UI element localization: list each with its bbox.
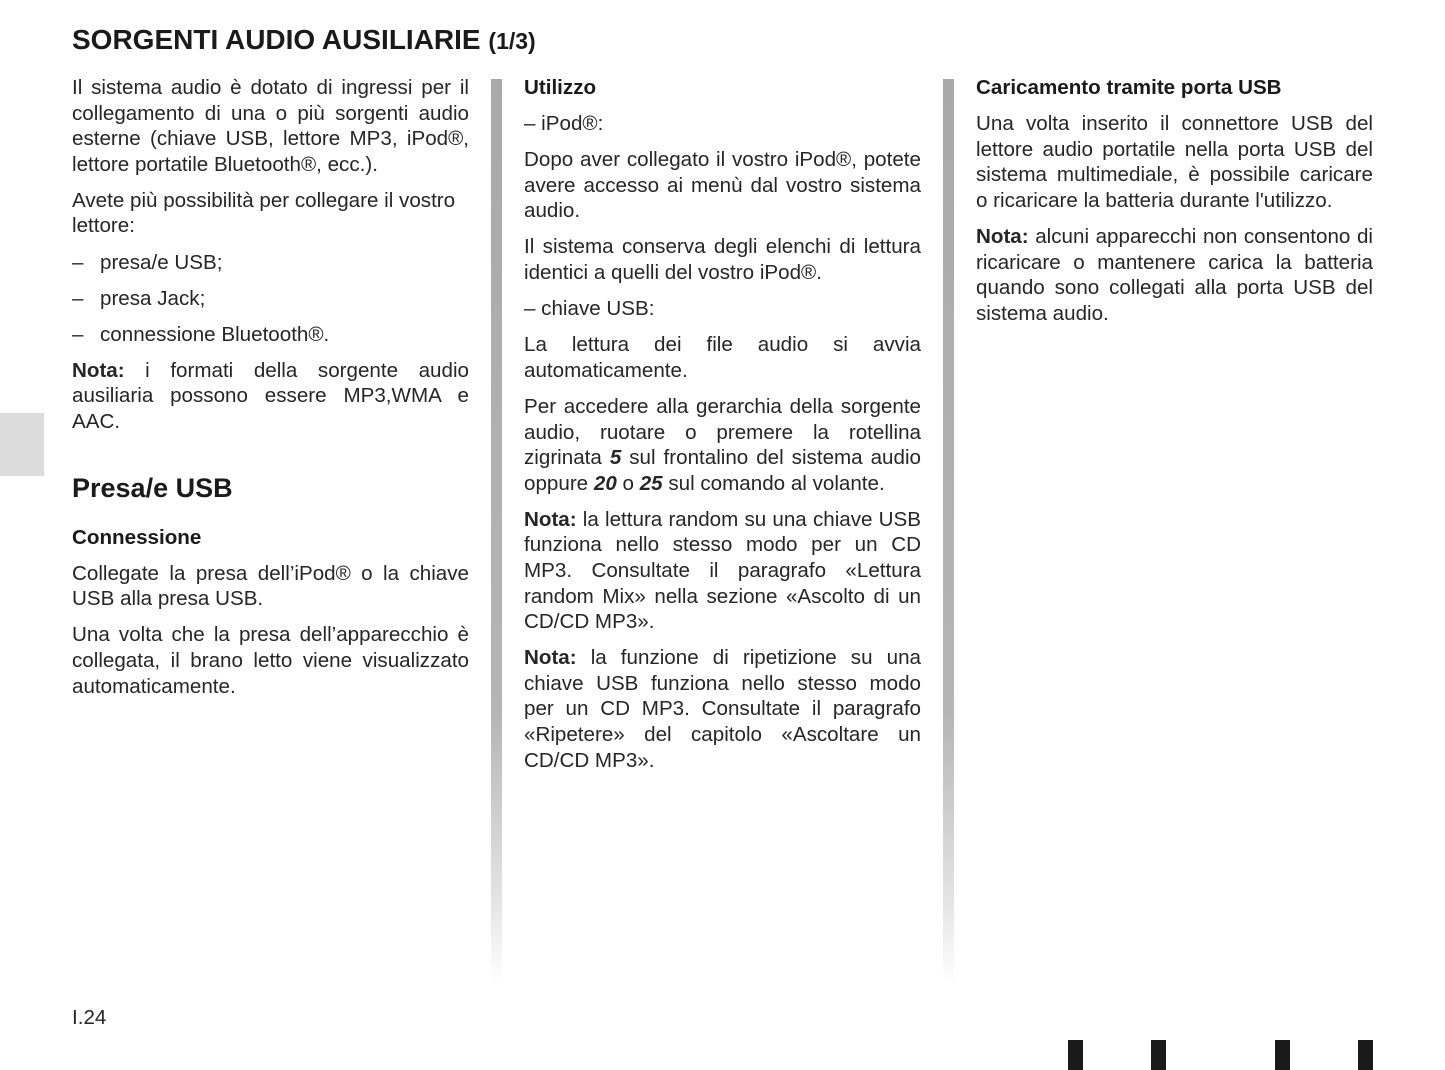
list-item: – presa Jack; xyxy=(72,286,206,310)
column-divider xyxy=(491,79,502,984)
title-main: SORGENTI AUDIO AUSILIARIE xyxy=(72,24,481,55)
note-label: Nota: xyxy=(524,507,577,531)
column-3 xyxy=(976,75,1373,337)
once-connected-paragraph: Una volta che la presa dell’apparecchio è collegata, il brano letto viene visualizzato automaticamente. xyxy=(72,623,469,698)
note-formats: Nota: i formati della sorgente audio ausiliaria possono essere MP3,WMA e AAC. xyxy=(72,358,469,434)
column-2 xyxy=(524,75,921,784)
column-1 xyxy=(72,75,469,710)
subheading-connessione: Connessione xyxy=(72,525,202,549)
options-intro: Avete più possibilità per collegare il vostro lettore: xyxy=(72,188,456,238)
ref-20: 20 xyxy=(593,471,617,495)
note-random: Nota: la lettura random su una chiave USB funziona nello stesso modo per un CD MP3. Consultate il paragrafo «Lettura random Mix» nella sezione «Ascolto di un CD/CD MP3». xyxy=(524,507,921,634)
ref-5: 5 xyxy=(609,446,622,470)
list-item: – presa/e USB; xyxy=(72,250,223,274)
title-part: (1/3) xyxy=(488,28,536,54)
intro-paragraph: Il sistema audio è dotato di ingressi per il collegamento di una o più sorgenti audio esterne (chiave USB, lettore MP3, iPod®, lettore portatile Bluetooth®, ecc.). xyxy=(72,76,469,176)
registration-mark xyxy=(1358,1040,1373,1070)
registration-mark xyxy=(1068,1040,1083,1070)
subheading-caricamento: Caricamento tramite porta USB xyxy=(976,76,1282,99)
connect-paragraph: Collegate la presa dell’iPod® o la chiave USB alla presa USB. xyxy=(72,561,469,611)
page-title xyxy=(72,24,536,56)
column-divider xyxy=(943,79,954,984)
chapter-tab xyxy=(0,413,44,476)
subheading-utilizzo: Utilizzo xyxy=(524,76,597,99)
ref-25: 25 xyxy=(639,471,663,495)
list-item: – connessione Bluetooth®. xyxy=(72,322,330,346)
note-label: Nota: xyxy=(976,224,1029,248)
charge-paragraph: Una volta inserito il connettore USB del lettore audio portatile nella porta USB del sistema multimediale, è possibile caricare o ricaricare la batteria durante l'utilizzo. xyxy=(976,112,1373,212)
ipod-label: – iPod®: xyxy=(524,112,604,136)
ipod-paragraph-2: Il sistema conserva degli elenchi di lettura identici a quelli del vostro iPod®. xyxy=(524,235,921,285)
ipod-paragraph-1: Dopo aver collegato il vostro iPod®, potete avere accesso ai menù dal vostro sistema audio. xyxy=(524,148,921,223)
access-paragraph: Per accedere alla gerarchia della sorgente audio, ruotare o premere la rotellina zigrinata 5 sul frontalino del sistema audio oppure 20 o 25 sul comando al volante. xyxy=(524,394,921,495)
note-charge: Nota: alcuni apparecchi non consentono di ricaricare o mantenere carica la batteria quando sono collegati alla porta USB del sistema audio. xyxy=(976,224,1373,325)
note-label: Nota: xyxy=(72,358,125,382)
section-heading-usb: Presa/e USB xyxy=(72,472,233,503)
note-repeat: Nota: la funzione di ripetizione su una chiave USB funziona nello stesso modo per un CD MP3. Consultate il paragrafo «Ripetere» del capitolo «Ascoltare un CD/CD MP3». xyxy=(524,646,921,772)
registration-mark xyxy=(1151,1040,1166,1070)
usb-paragraph: La lettura dei file audio si avvia automaticamente. xyxy=(524,333,921,382)
usb-label: – chiave USB: xyxy=(524,297,655,321)
page-number: I.24 xyxy=(72,1006,107,1029)
note-label: Nota: xyxy=(524,646,577,670)
registration-mark xyxy=(1275,1040,1290,1070)
